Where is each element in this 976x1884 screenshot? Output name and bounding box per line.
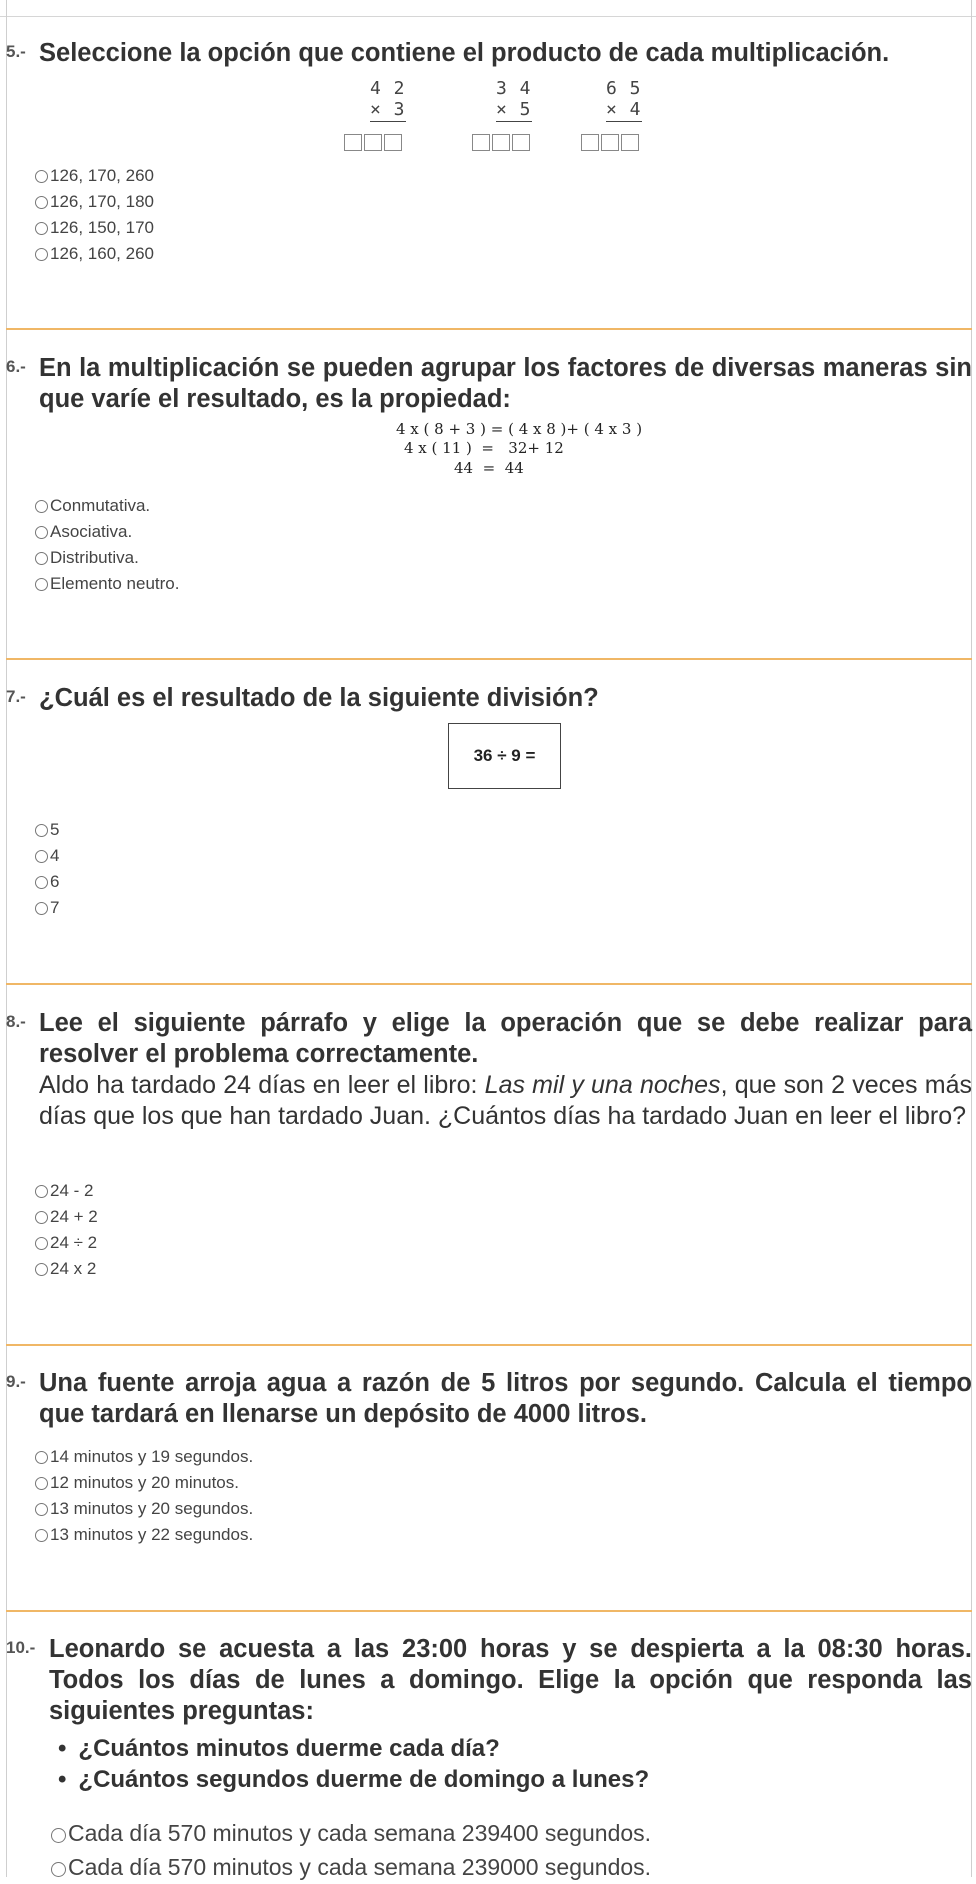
options-q5 [35,163,154,267]
digit-box [364,134,382,151]
question-separator [6,983,972,985]
answer-boxes-2 [472,134,530,151]
option[interactable] [35,189,154,215]
paragraph-text: , que son 2 veces más días que los que han tardado Juan. ¿Cuántos días ha tardado Juan en leer el libro? [39,1071,972,1130]
formula-line-1: 4 x ( 8 + 3 ) = ( 4 x 8 )+ ( 4 x 3 ) [396,420,643,438]
division-expression: 36 ÷ 9 = [473,746,536,765]
option-label: 6 [50,872,60,891]
digit-box [512,134,530,151]
radio-button[interactable] [35,1211,48,1224]
option-label: 126, 170, 180 [50,192,154,211]
question-separator [6,1610,972,1612]
radio-button[interactable] [35,196,48,209]
radio-button[interactable] [35,1503,48,1516]
radio-button[interactable] [35,170,48,183]
option-label: 5 [50,820,60,839]
option-label: 24 + 2 [50,1207,98,1226]
multiplication-1 [370,78,406,122]
radio-button[interactable] [35,1477,48,1490]
question-title: Seleccione la opción que contiene el producto de cada multiplicación. [39,39,890,67]
question-number: 8.- [6,1012,26,1031]
radio-button[interactable] [35,500,48,513]
radio-button[interactable] [35,1237,48,1250]
page-frame [6,0,972,1877]
option-label: 126, 160, 260 [50,244,154,263]
paragraph-text: Aldo ha tardado 24 días en leer el libro: [39,1071,485,1099]
question-header [6,1008,972,1070]
digit-box [344,134,362,151]
option-label: 4 [50,846,60,865]
question-header [6,683,972,714]
question-header [6,1368,972,1430]
sub-question: • ¿Cuántos segundos duerme de domingo a lunes? [78,1764,972,1795]
radio-button[interactable] [35,1529,48,1542]
sub-question: • ¿Cuántos minutos duerme cada día? [78,1733,972,1764]
factor-top: 6 5 [606,78,642,99]
radio-button[interactable] [35,526,48,539]
option[interactable] [35,869,59,895]
option[interactable] [35,1496,253,1522]
option[interactable] [35,1522,253,1548]
option[interactable] [35,545,179,571]
option[interactable] [35,895,59,921]
question-number: 10.- [6,1638,36,1657]
factor-bottom: × 4 [606,99,642,120]
question-title: Leonardo se acuesta a las 23:00 horas y se despierta a la 08:30 horas. Todos los días de lunes a domingo. Elige la opción que responda las siguientes preguntas: [49,1635,972,1725]
radio-button[interactable] [35,248,48,261]
option-label: 13 minutos y 22 segundos. [50,1525,254,1544]
radio-button[interactable] [35,1185,48,1198]
digit-box [581,134,599,151]
option[interactable] [51,1816,651,1850]
problem-paragraph [39,1070,972,1132]
question-5 [6,38,972,69]
factor-top: 4 2 [370,78,406,99]
book-title: Las mil y una noches [484,1071,721,1099]
question-10 [6,1634,972,1795]
product-line [370,121,406,122]
option[interactable] [51,1850,651,1884]
option[interactable] [35,163,154,189]
digit-box [492,134,510,151]
radio-button[interactable] [35,824,48,837]
answer-boxes-3 [581,134,639,151]
option-label: 12 minutos y 20 minutos. [50,1473,239,1492]
radio-button[interactable] [35,876,48,889]
radio-button[interactable] [35,850,48,863]
option[interactable] [35,215,154,241]
radio-button[interactable] [35,222,48,235]
option-label: 7 [50,898,60,917]
formula-line-2: 4 x ( 11 ) = 32+ 12 [404,439,564,457]
question-title: ¿Cuál es el resultado de la siguiente división? [39,684,599,712]
option-label: Distributiva. [50,548,139,567]
options-q6 [35,493,179,597]
division-box [448,723,561,789]
answer-boxes-1 [344,134,402,151]
digit-box [621,134,639,151]
radio-button[interactable] [35,1263,48,1276]
option[interactable] [35,493,179,519]
option[interactable] [35,1178,98,1204]
options-q10 [51,1816,651,1884]
option[interactable] [35,1444,253,1470]
option[interactable] [35,1470,253,1496]
question-separator [6,658,972,660]
option-label: 126, 150, 170 [50,218,154,237]
radio-button[interactable] [35,578,48,591]
option[interactable] [35,1256,98,1282]
question-title: Una fuente arroja agua a razón de 5 litros por segundo. Calcula el tiempo que tardará en llenarse un depósito de 4000 litros. [39,1369,972,1428]
digit-box [384,134,402,151]
question-separator [6,1344,972,1346]
product-line [606,121,642,122]
multiplication-3 [606,78,642,122]
question-header [6,1634,972,1727]
question-7 [6,683,972,714]
radio-button[interactable] [51,1828,66,1843]
option-label: 24 x 2 [50,1259,97,1278]
option[interactable] [35,1230,98,1256]
question-header [6,353,972,415]
options-q8 [35,1178,98,1282]
formula-line-3: 44 = 44 [454,459,524,477]
option-label: Cada día 570 minutos y cada semana 239400 segundos. [68,1820,652,1846]
question-8 [6,1008,972,1132]
option[interactable] [35,571,179,597]
question-number: 9.- [6,1372,26,1391]
option[interactable] [35,241,154,267]
factor-top: 3 4 [496,78,532,99]
radio-button[interactable] [35,902,48,915]
option-label: 126, 170, 260 [50,166,154,185]
question-number: 7.- [6,687,26,706]
option-label: Cada día 570 minutos y cada semana 239000 segundos. [68,1854,652,1880]
option-label: 24 - 2 [50,1181,94,1200]
product-line [496,121,532,122]
options-q7 [35,817,59,921]
option[interactable] [35,519,179,545]
question-6 [6,353,972,415]
radio-button[interactable] [35,552,48,565]
radio-button[interactable] [51,1862,66,1877]
digit-box [601,134,619,151]
factor-bottom: × 3 [370,99,406,120]
option-label: Elemento neutro. [50,574,180,593]
question-separator [6,328,972,330]
multiplication-2 [496,78,532,122]
option-label: Asociativa. [50,522,133,541]
question-9 [6,1368,972,1430]
radio-button[interactable] [35,1451,48,1464]
question-title: Lee el siguiente párrafo y elige la operación que se debe realizar para resolver el problema correctamente. [39,1009,972,1068]
options-q9 [35,1444,253,1548]
question-header [6,38,972,69]
digit-box [472,134,490,151]
question-title: En la multiplicación se pueden agrupar los factores de diversas maneras sin que varíe el resultado, es la propiedad: [39,354,972,413]
factor-bottom: × 5 [496,99,532,120]
option-label: 24 ÷ 2 [50,1233,98,1252]
option[interactable] [35,817,59,843]
option-label: 13 minutos y 20 segundos. [50,1499,254,1518]
question-number: 5.- [6,42,26,61]
option-label: 14 minutos y 19 segundos. [50,1447,254,1466]
sub-questions [78,1733,972,1795]
option-label: Conmutativa. [50,496,151,515]
question-number: 6.- [6,357,26,376]
option[interactable] [35,1204,98,1230]
option[interactable] [35,843,59,869]
